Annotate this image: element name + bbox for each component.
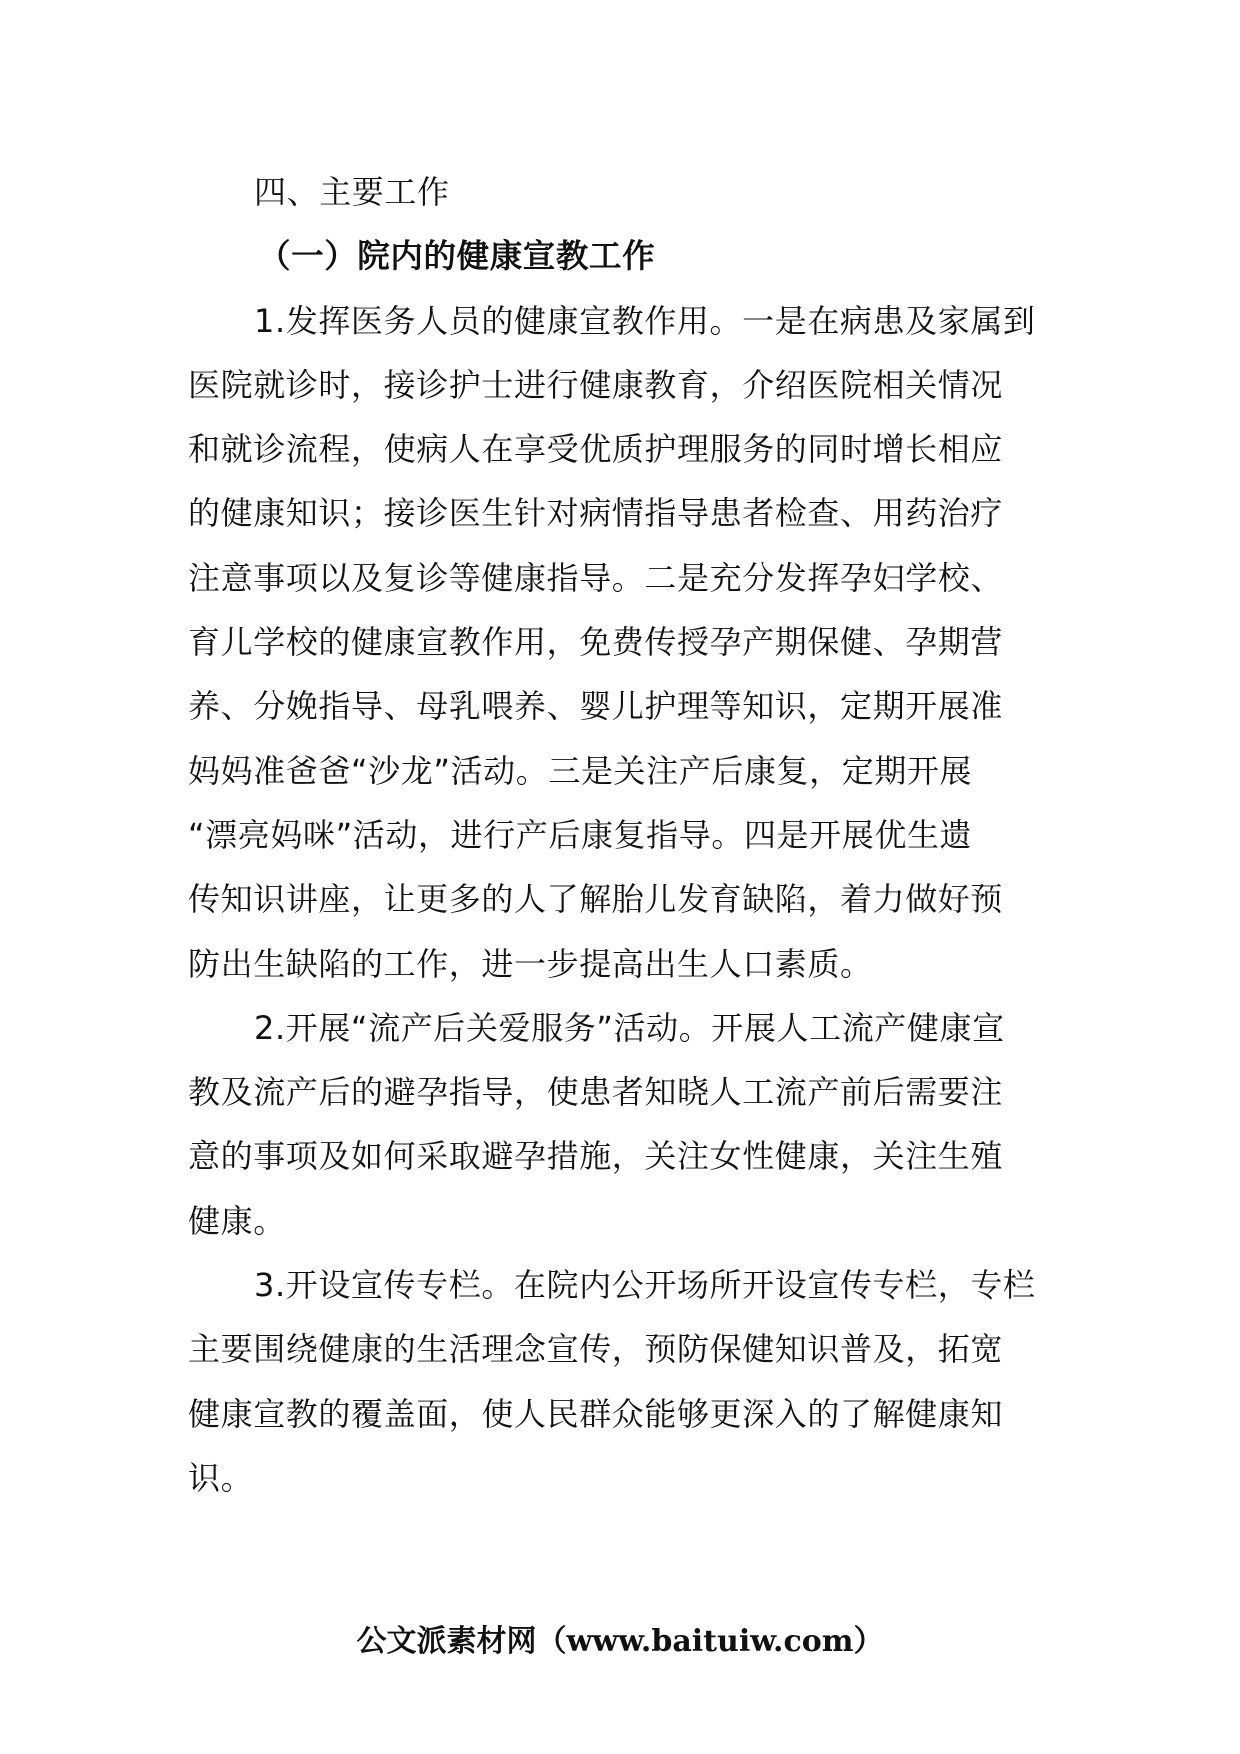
document-body [188,160,1058,1510]
paragraph-line: 传知识讲座，让更多的人了解胎儿发育缺陷，着力做好预 [188,880,1004,919]
paragraph-line: 的健康知识；接诊医生针对病情指导患者检查、用药治疗 [188,494,1004,533]
paragraph-line: 育儿学校的健康宣教作用，免费传授孕产期保健、孕期营 [188,623,1004,662]
paragraph-1 [188,289,1058,996]
section-heading: 四、主要工作 [254,173,450,211]
paragraph-line: 健康宣教的覆盖面，使人民群众能够更深入的了解健康知 [188,1394,1004,1433]
paragraph-3 [188,1253,1058,1510]
subsection-heading: （一）院内的健康宣教工作 [258,237,656,276]
paragraph-2 [188,996,1058,1253]
paragraph-line: 3.开设宣传专栏。在院内公开场所开设宣传专栏，专栏 [254,1266,1036,1305]
paragraph-line: 1.发挥医务人员的健康宣教作用。一是在病患及家属到 [254,301,1036,340]
paragraph-line: 教及流产后的避孕指导，使患者知晓人工流产前后需要注 [188,1073,1004,1112]
paragraph-line: 主要围绕健康的生活理念宣传，预防保健知识普及，拓宽 [188,1330,1004,1369]
paragraph-line: 妈妈准爸爸“沙龙”活动。三是关注产后康复，定期开展 [188,751,973,790]
paragraph-line: 防出生缺陷的工作，进一步提高出生人口素质。 [188,944,873,983]
paragraph-line: 注意事项以及复诊等健康指导。二是充分发挥孕妇学校、 [188,558,1004,597]
paragraph-line: 医院就诊时，接诊护士进行健康教育，介绍医院相关情况 [188,365,1004,404]
paragraph-line: “漂亮妈咪”活动，进行产后康复指导。四是开展优生遗 [188,815,973,854]
paragraph-line: 健康。 [188,1201,286,1240]
paragraph-line: 2.开展“流产后关爱服务”活动。开展人工流产健康宣 [254,1008,1005,1047]
paragraph-line: 养、分娩指导、母乳喂养、婴儿护理等知识，定期开展准 [188,687,1004,726]
paragraph-line: 意的事项及如何采取避孕措施，关注女性健康，关注生殖 [188,1137,1004,1176]
paragraph-line: 识。 [188,1458,254,1497]
footer-watermark: 公文派素材网（www.baituiw.com） [356,1624,884,1659]
paragraph-line: 和就诊流程，使病人在享受优质护理服务的同时增长相应 [188,430,1004,469]
